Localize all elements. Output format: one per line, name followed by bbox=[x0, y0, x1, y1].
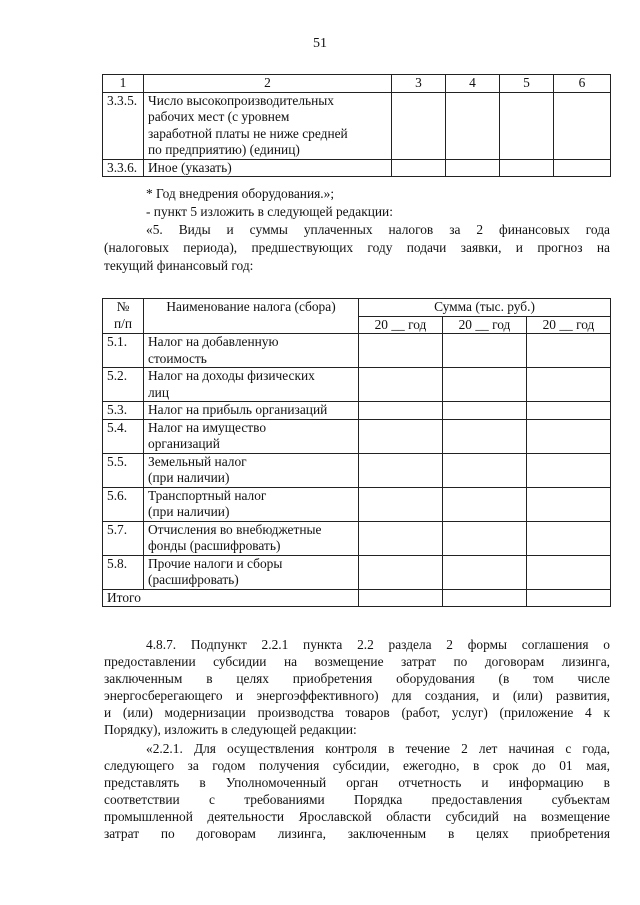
value-cell bbox=[527, 402, 611, 420]
footnote: * Год внедрения оборудования.»; bbox=[146, 186, 335, 201]
row-label bbox=[144, 521, 359, 555]
value-cell bbox=[527, 555, 611, 589]
value-cell bbox=[527, 487, 611, 521]
table-row bbox=[103, 487, 611, 521]
total-row bbox=[103, 589, 611, 607]
value-cell bbox=[443, 334, 527, 368]
header-cell: 6 bbox=[554, 75, 611, 93]
table-row bbox=[103, 419, 611, 453]
value-cell bbox=[359, 487, 443, 521]
row-number: 5.4. bbox=[103, 419, 144, 453]
value-cell bbox=[500, 92, 554, 159]
paragraph-line: затрат по договорам лизинга, заключенным в целях приобретения bbox=[104, 826, 610, 841]
value-cell bbox=[527, 589, 611, 607]
header-cell: 1 bbox=[103, 75, 144, 93]
paragraph-line: «2.2.1. Для осуществления контроля в течение 2 лет начиная с года, bbox=[146, 741, 610, 756]
row-label bbox=[144, 487, 359, 521]
paragraph-line: (налоговых периода), предшествующих году подачи заявки, и прогноз на bbox=[104, 240, 610, 255]
row-label-line: организаций bbox=[148, 436, 220, 451]
value-cell bbox=[446, 159, 500, 177]
paragraph-line: Порядку), изложить в следующей редакции: bbox=[104, 722, 357, 737]
value-cell bbox=[359, 589, 443, 607]
row-label-line: фонды (расшифровать) bbox=[148, 538, 281, 553]
paragraph-line: промышленной деятельности Ярославской области субсидий на возмещение bbox=[104, 809, 610, 824]
year-header: 20 __ год bbox=[443, 316, 527, 334]
tax-table bbox=[102, 298, 611, 607]
row-label-line: по предприятию) (единиц) bbox=[148, 142, 300, 157]
row-label-line: заработной платы не ниже средней bbox=[148, 125, 348, 141]
table-row bbox=[103, 334, 611, 368]
row-label-line: Налог на имущество bbox=[148, 419, 267, 435]
value-cell bbox=[527, 453, 611, 487]
value-cell bbox=[443, 368, 527, 402]
table-header-row bbox=[103, 75, 611, 93]
table-row bbox=[103, 402, 611, 420]
row-number: 5.3. bbox=[103, 402, 144, 420]
header-cell: 3 bbox=[392, 75, 446, 93]
paragraph-line: следующего за годом получения субсидии, ежегодно, в срок до 01 мая, bbox=[104, 758, 610, 773]
paragraph-line: и (или) модернизации производства товаров (работ, услуг) (приложение 4 к bbox=[104, 705, 610, 720]
num-header-line: № bbox=[116, 299, 130, 314]
row-number: 5.1. bbox=[103, 334, 144, 368]
row-number: 5.7. bbox=[103, 521, 144, 555]
row-label-line: Налог на добавленную bbox=[148, 334, 279, 349]
row-label bbox=[144, 402, 359, 420]
value-cell bbox=[554, 92, 611, 159]
row-label-line: (при наличии) bbox=[148, 470, 230, 485]
row-label-line: Налог на прибыль организаций bbox=[148, 402, 328, 417]
value-cell bbox=[554, 159, 611, 177]
value-cell bbox=[359, 368, 443, 402]
total-label: Итого bbox=[103, 589, 359, 607]
page-number: 51 bbox=[313, 36, 327, 51]
row-label-line: лиц bbox=[148, 384, 170, 400]
row-number: 5.8. bbox=[103, 555, 144, 589]
row-label-line: Отчисления во внебюджетные bbox=[148, 521, 322, 537]
value-cell bbox=[392, 159, 446, 177]
row-label-line: Число высокопроизводительных bbox=[148, 92, 334, 108]
tax-header-row bbox=[103, 299, 611, 317]
value-cell bbox=[527, 368, 611, 402]
name-header: Наименование налога (сбора) bbox=[144, 299, 359, 334]
paragraph-line: энергосберегающего и энергоэффективного) для создания, и (или) развития, bbox=[104, 688, 610, 703]
row-label-line: (расшифровать) bbox=[148, 572, 239, 587]
row-label bbox=[144, 92, 392, 159]
value-cell bbox=[500, 159, 554, 177]
row-number: 5.2. bbox=[103, 368, 144, 402]
row-label bbox=[144, 453, 359, 487]
value-cell bbox=[359, 419, 443, 453]
paragraph-line: текущий финансовый год: bbox=[104, 258, 254, 273]
continued-table bbox=[102, 74, 611, 177]
num-header-line: п/п bbox=[113, 315, 133, 331]
table-row bbox=[103, 368, 611, 402]
row-label-line: Налог на доходы физических bbox=[148, 368, 315, 383]
row-label: Иное (указать) bbox=[144, 159, 392, 177]
value-cell bbox=[446, 92, 500, 159]
row-label-line: Земельный налог bbox=[148, 453, 247, 469]
row-number: 3.3.6. bbox=[103, 159, 144, 177]
row-label-line: Транспортный налог bbox=[148, 487, 267, 503]
paragraph-line: соответствии с требованиями Порядка предоставления субъектам bbox=[104, 792, 610, 807]
table-row bbox=[103, 521, 611, 555]
year-header: 20 __ год bbox=[359, 316, 443, 334]
row-label bbox=[144, 555, 359, 589]
item-line: - пункт 5 изложить в следующей редакции: bbox=[146, 204, 393, 219]
value-cell bbox=[443, 589, 527, 607]
row-label-line: Прочие налоги и сборы bbox=[148, 555, 283, 571]
paragraph-line: предоставлении субсидии на возмещение затрат по договорам лизинга, bbox=[104, 654, 610, 669]
value-cell bbox=[359, 555, 443, 589]
row-number: 5.5. bbox=[103, 453, 144, 487]
row-label-line: рабочих мест (с уровнем bbox=[148, 109, 290, 124]
row-label bbox=[144, 419, 359, 453]
value-cell bbox=[443, 487, 527, 521]
table-row bbox=[103, 453, 611, 487]
value-cell bbox=[443, 419, 527, 453]
value-cell bbox=[359, 402, 443, 420]
value-cell bbox=[527, 334, 611, 368]
value-cell bbox=[359, 521, 443, 555]
header-cell: 5 bbox=[500, 75, 554, 93]
num-header bbox=[103, 299, 144, 334]
value-cell bbox=[392, 92, 446, 159]
value-cell bbox=[443, 453, 527, 487]
value-cell bbox=[443, 521, 527, 555]
paragraph-line: представлять в Уполномоченный орган отчетность и информацию в bbox=[104, 775, 610, 790]
row-label-line: (при наличии) bbox=[148, 504, 230, 519]
value-cell bbox=[443, 402, 527, 420]
header-cell: 2 bbox=[144, 75, 392, 93]
paragraph-line: 4.8.7. Подпункт 2.2.1 пункта 2.2 раздела 2 формы соглашения о bbox=[146, 637, 610, 652]
value-cell bbox=[443, 555, 527, 589]
row-number: 3.3.5. bbox=[103, 92, 144, 159]
paragraph-line: заключенным в целях приобретения оборудования (в том числе bbox=[104, 671, 610, 686]
value-cell bbox=[359, 334, 443, 368]
row-number: 5.6. bbox=[103, 487, 144, 521]
sum-header: Сумма (тыс. руб.) bbox=[359, 299, 611, 317]
table-row bbox=[103, 159, 611, 177]
row-label bbox=[144, 334, 359, 368]
value-cell bbox=[359, 453, 443, 487]
paragraph-line: «5. Виды и суммы уплаченных налогов за 2 финансовых года bbox=[146, 222, 610, 237]
value-cell bbox=[527, 521, 611, 555]
table-row bbox=[103, 555, 611, 589]
value-cell bbox=[527, 419, 611, 453]
table-row bbox=[103, 92, 611, 159]
year-header: 20 __ год bbox=[527, 316, 611, 334]
row-label-line: стоимость bbox=[148, 350, 207, 366]
header-cell: 4 bbox=[446, 75, 500, 93]
row-label bbox=[144, 368, 359, 402]
